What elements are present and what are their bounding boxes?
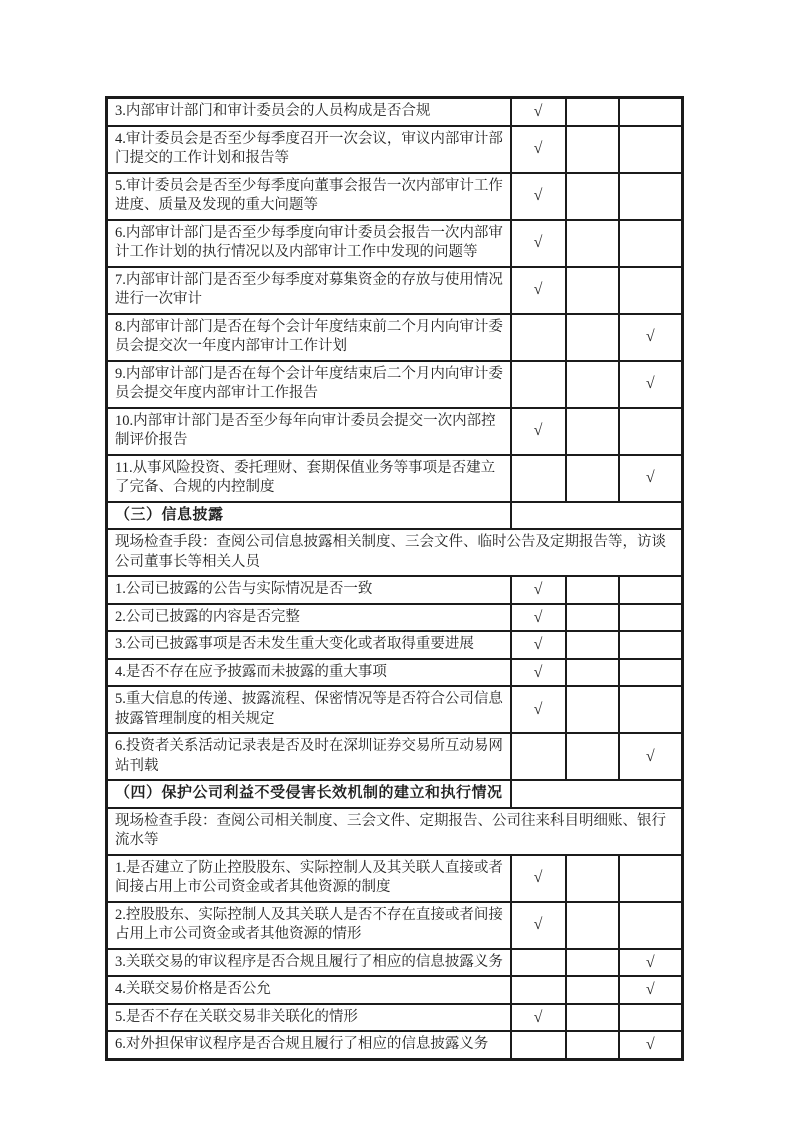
checklist-table-body <box>107 98 683 1060</box>
check-cell-2 <box>566 98 619 126</box>
checklist-item-row <box>107 408 683 455</box>
check-cell-2 <box>566 576 619 604</box>
section-header-row <box>107 780 683 808</box>
checklist-item-text: 6.对外担保审议程序是否合规且履行了相应的信息披露义务 <box>107 1031 511 1059</box>
checklist-item-row <box>107 733 683 780</box>
check-cell-2 <box>566 408 619 455</box>
check-cell-1-checked: √ <box>511 98 566 126</box>
checklist-item-row <box>107 173 683 220</box>
check-cell-3 <box>619 686 683 733</box>
checklist-item-row <box>107 126 683 173</box>
check-cell-3 <box>619 1004 683 1032</box>
check-cell-3 <box>619 576 683 604</box>
check-cell-1-checked: √ <box>511 576 566 604</box>
check-cell-1 <box>511 976 566 1004</box>
checklist-item-text: 5.是否不存在关联交易非关联化的情形 <box>107 1004 511 1032</box>
check-cell-1 <box>511 733 566 780</box>
checklist-item-row <box>107 1031 683 1059</box>
inspection-methods-text: 现场检查手段：查阅公司相关制度、三会文件、定期报告、公司往来科目明细账、银行流水等 <box>107 808 683 855</box>
checklist-item-text: 8.内部审计部门是否在每个会计年度结束前二个月内向审计委员会提交次一年度内部审计工作计划 <box>107 314 511 361</box>
check-cell-1-checked: √ <box>511 604 566 632</box>
check-cell-3-checked: √ <box>619 361 683 408</box>
check-cell-3 <box>619 631 683 659</box>
checklist-item-text: 3.公司已披露事项是否未发生重大变化或者取得重要进展 <box>107 631 511 659</box>
check-cell-1-checked: √ <box>511 126 566 173</box>
check-cell-2 <box>566 314 619 361</box>
check-cell-2 <box>566 855 619 902</box>
checklist-item-row <box>107 1004 683 1032</box>
check-cell-1-checked: √ <box>511 267 566 314</box>
checklist-item-text: 4.是否不存在应予披露而未披露的重大事项 <box>107 659 511 687</box>
checklist-item-row <box>107 455 683 502</box>
check-cell-1-checked: √ <box>511 220 566 267</box>
check-cell-3 <box>619 855 683 902</box>
checklist-item-row <box>107 686 683 733</box>
check-cell-2 <box>566 604 619 632</box>
checklist-item-row <box>107 604 683 632</box>
checklist-item-text: 5.重大信息的传递、披露流程、保密情况等是否符合公司信息披露管理制度的相关规定 <box>107 686 511 733</box>
checklist-item-text: 9.内部审计部门是否在每个会计年度结束后二个月内向审计委员会提交年度内部审计工作报告 <box>107 361 511 408</box>
check-cell-1-checked: √ <box>511 855 566 902</box>
check-cell-1 <box>511 314 566 361</box>
checklist-item-row <box>107 659 683 687</box>
check-cell-3-checked: √ <box>619 976 683 1004</box>
section-title: （三）信息披露 <box>107 502 511 530</box>
check-cell-1-checked: √ <box>511 408 566 455</box>
checklist-item-row <box>107 949 683 977</box>
checklist-item-row <box>107 855 683 902</box>
checklist-item-text: 7.内部审计部门是否至少每季度对募集资金的存放与使用情况进行一次审计 <box>107 267 511 314</box>
check-cell-3 <box>619 902 683 949</box>
check-cell-3 <box>619 408 683 455</box>
section-header-spacer-cell <box>511 502 683 530</box>
check-cell-1 <box>511 455 566 502</box>
check-cell-2 <box>566 361 619 408</box>
check-cell-1 <box>511 1031 566 1059</box>
checklist-item-row <box>107 267 683 314</box>
check-cell-2 <box>566 949 619 977</box>
check-cell-1 <box>511 361 566 408</box>
check-cell-2 <box>566 220 619 267</box>
check-cell-3-checked: √ <box>619 733 683 780</box>
checklist-item-row <box>107 631 683 659</box>
checklist-item-text: 11.从事风险投资、委托理财、套期保值业务等事项是否建立了完备、合规的内控制度 <box>107 455 511 502</box>
check-cell-1-checked: √ <box>511 1004 566 1032</box>
check-cell-2 <box>566 733 619 780</box>
check-cell-3 <box>619 659 683 687</box>
inspection-methods-row <box>107 529 683 576</box>
check-cell-2 <box>566 126 619 173</box>
check-cell-3 <box>619 173 683 220</box>
checklist-item-text: 3.内部审计部门和审计委员会的人员构成是否合规 <box>107 98 511 126</box>
checklist-item-row <box>107 314 683 361</box>
check-cell-2 <box>566 976 619 1004</box>
checklist-item-text: 2.公司已披露的内容是否完整 <box>107 604 511 632</box>
checklist-item-row <box>107 98 683 126</box>
check-cell-2 <box>566 1031 619 1059</box>
section-header-row <box>107 502 683 530</box>
check-cell-2 <box>566 902 619 949</box>
check-cell-3 <box>619 267 683 314</box>
check-cell-2 <box>566 267 619 314</box>
check-cell-3-checked: √ <box>619 1031 683 1059</box>
checklist-item-text: 1.是否建立了防止控股股东、实际控制人及其关联人直接或者间接占用上市公司资金或者其他资源的制度 <box>107 855 511 902</box>
checklist-item-text: 5.审计委员会是否至少每季度向董事会报告一次内部审计工作进度、质量及发现的重大问题等 <box>107 173 511 220</box>
check-cell-3-checked: √ <box>619 314 683 361</box>
check-cell-1-checked: √ <box>511 686 566 733</box>
checklist-item-text: 6.投资者关系活动记录表是否及时在深圳证券交易所互动易网站刊载 <box>107 733 511 780</box>
check-cell-2 <box>566 659 619 687</box>
checklist-item-row <box>107 976 683 1004</box>
check-cell-3 <box>619 98 683 126</box>
check-cell-3 <box>619 126 683 173</box>
checklist-item-text: 10.内部审计部门是否至少每年向审计委员会提交一次内部控制评价报告 <box>107 408 511 455</box>
section-title: （四）保护公司利益不受侵害长效机制的建立和执行情况 <box>107 780 511 808</box>
checklist-item-row <box>107 576 683 604</box>
check-cell-3-checked: √ <box>619 949 683 977</box>
checklist-item-row <box>107 220 683 267</box>
check-cell-3-checked: √ <box>619 455 683 502</box>
check-cell-2 <box>566 455 619 502</box>
check-cell-2 <box>566 686 619 733</box>
check-cell-2 <box>566 1004 619 1032</box>
check-cell-3 <box>619 604 683 632</box>
check-cell-3 <box>619 220 683 267</box>
inspection-methods-row <box>107 808 683 855</box>
checklist-item-text: 6.内部审计部门是否至少每季度向审计委员会报告一次内部审计工作计划的执行情况以及内部审计工作中发现的问题等 <box>107 220 511 267</box>
section-header-spacer-cell <box>511 780 683 808</box>
checklist-item-text: 4.审计委员会是否至少每季度召开一次会议，审议内部审计部门提交的工作计划和报告等 <box>107 126 511 173</box>
checklist-item-text: 4.关联交易价格是否公允 <box>107 976 511 1004</box>
check-cell-1-checked: √ <box>511 902 566 949</box>
checklist-item-row <box>107 902 683 949</box>
inspection-checklist-table <box>105 96 684 1061</box>
check-cell-2 <box>566 173 619 220</box>
check-cell-1-checked: √ <box>511 631 566 659</box>
inspection-methods-text: 现场检查手段：查阅公司信息披露相关制度、三会文件、临时公告及定期报告等，访谈公司董事长等相关人员 <box>107 529 683 576</box>
check-cell-1-checked: √ <box>511 659 566 687</box>
checklist-item-row <box>107 361 683 408</box>
check-cell-1-checked: √ <box>511 173 566 220</box>
check-cell-1 <box>511 949 566 977</box>
check-cell-2 <box>566 631 619 659</box>
checklist-item-text: 1.公司已披露的公告与实际情况是否一致 <box>107 576 511 604</box>
checklist-item-text: 3.关联交易的审议程序是否合规且履行了相应的信息披露义务 <box>107 949 511 977</box>
checklist-item-text: 2.控股股东、实际控制人及其关联人是否不存在直接或者间接占用上市公司资金或者其他资源的情形 <box>107 902 511 949</box>
